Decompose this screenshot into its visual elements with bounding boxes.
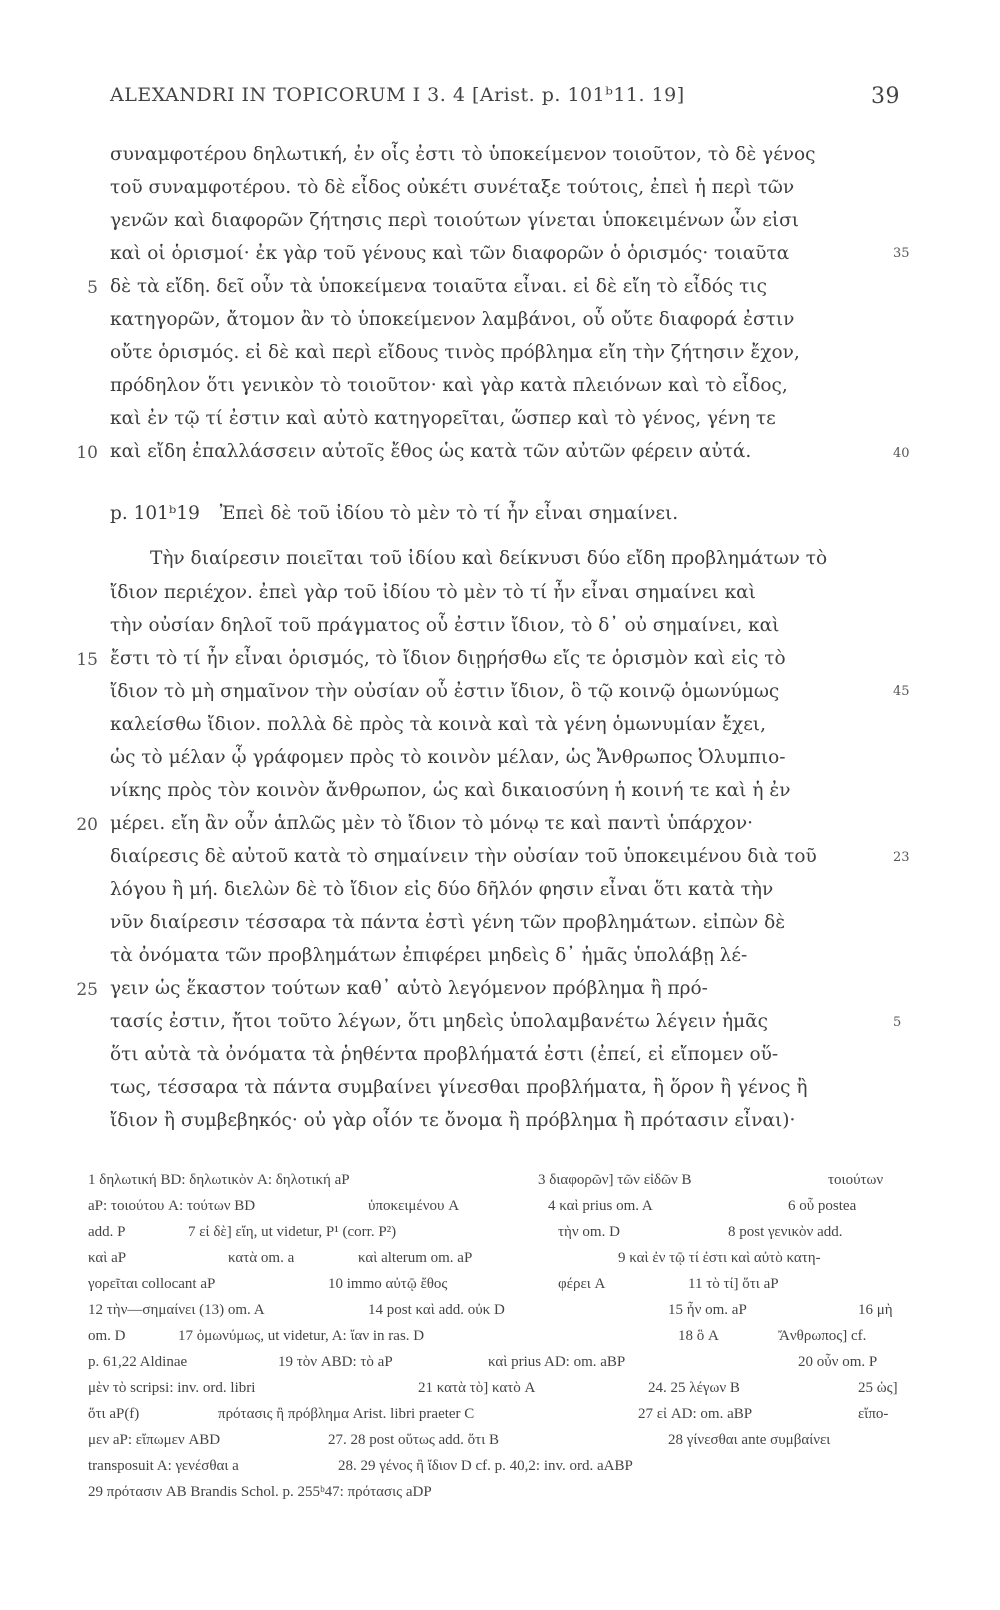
apparatus-entry: μὲν τὸ scripsi: inv. ord. libri [88, 1380, 256, 1396]
apparatus-entry: κατὰ om. a [228, 1250, 295, 1266]
apparatus-entry: 15 ἦν om. aP [668, 1302, 747, 1318]
apparatus-entry: 17 ὁμωνύμως, ut videtur, A: ἴαν in ras. D [178, 1328, 425, 1344]
text-line: κατηγορῶν, ἄτομον ἂν τὸ ὑποκείμενον λαμβάνοι, οὗ οὔτε διαφορά ἐστιν [110, 309, 795, 330]
text-line: τως, τέσσαρα τὰ πάντα συμβαίνει γίνεσθαι προβλήματα, ἢ ὅρον ἢ γένος ἢ [110, 1077, 808, 1098]
text-line: ἴδιον περιέχον. ἐπεὶ γὰρ τοῦ ἰδίου τὸ μὲν τὸ τί ἦν εἶναι σημαίνει καὶ [110, 582, 756, 603]
margin-reference-number: 5 [893, 1015, 902, 1030]
apparatus-entry: om. D [88, 1328, 126, 1344]
apparatus-entry: 28 γίνεσθαι ante συμβαίνει [668, 1432, 831, 1448]
apparatus-entry: 16 μὴ [858, 1302, 893, 1318]
apparatus-entry: καὶ alterum om. aP [358, 1250, 473, 1266]
apparatus-entry: ὑποκειμένου A [368, 1198, 460, 1214]
text-line: ὡς τὸ μέλαν ᾧ γράφομεν πρὸς τὸ κοινὸν μέλαν, ὡς Ἄνθρωπος Ὀλυμπιο- [110, 747, 786, 768]
apparatus-entry: add. P [88, 1224, 126, 1240]
text-line: γειν ὡς ἕκαστον τούτων καθ᾽ αὑτὸ λεγόμενον πρόβλημα ἢ πρό- [110, 978, 708, 999]
text-line: μέρει. εἴη ἂν οὖν ἁπλῶς μὲν τὸ ἴδιον τὸ μόνῳ τε καὶ παντὶ ὑπάρχον· [110, 813, 753, 834]
margin-reference-number: 40 [893, 446, 910, 461]
text-line: διαίρεσις δὲ αὐτοῦ κατὰ τὸ σημαίνειν τὴν οὐσίαν τοῦ ὑποκειμένου διὰ τοῦ [110, 846, 817, 867]
apparatus-entry: 6 οὗ postea [788, 1198, 857, 1214]
line-number: 25 [76, 980, 98, 1000]
text-line: ἴδιον τὸ μὴ σημαῖνον τὴν οὐσίαν οὗ ἐστιν ἴδιον, ὃ τῷ κοινῷ ὁμωνύμως [110, 681, 780, 702]
apparatus-entry: 19 τὸν ABD: τὸ aP [278, 1354, 393, 1370]
apparatus-entry: 14 post καὶ add. οὐκ D [368, 1302, 505, 1318]
text-line: τὴν οὐσίαν δηλοῖ τοῦ πράγματος οὗ ἐστιν ἴδιον, τὸ δ᾽ οὐ σημαίνει, καὶ [110, 615, 780, 636]
apparatus-entry: 27. 28 post οὕτως add. ὅτι B [328, 1432, 499, 1448]
margin-reference-number: 35 [893, 246, 910, 261]
page-number: 39 [871, 84, 900, 109]
line-number: 10 [76, 443, 98, 463]
apparatus-entry: 21 κατὰ τὸ] κατὸ A [418, 1380, 536, 1396]
apparatus-entry: 1 δηλωτική BD: δηλωτικὸν A: δηλοτική aP [88, 1172, 350, 1188]
text-line: καὶ οἱ ὁρισμοί· ἐκ γὰρ τοῦ γένους καὶ τῶν διαφορῶν ὁ ὁρισμός· τοιαῦτα [110, 243, 790, 264]
apparatus-entry: φέρει A [558, 1276, 606, 1292]
apparatus-entry: τοιούτων [828, 1172, 884, 1188]
text-line: τὰ ὀνόματα τῶν προβλημάτων ἐπιφέρει μηδεὶς δ᾽ ἡμᾶς ὑπολάβῃ λέ- [110, 945, 748, 966]
apparatus-entry: 18 ὃ A [678, 1328, 719, 1344]
apparatus-entry: p. 61,22 Aldinae [88, 1354, 188, 1370]
text-line: καὶ ἐν τῷ τί ἐστιν καὶ αὐτὸ κατηγορεῖται, ὥσπερ καὶ τὸ γένος, γένη τε [110, 408, 776, 429]
text-line: οὔτε ὁρισμός. εἰ δὲ καὶ περὶ εἴδους τινὸς πρόβλημα εἴη τὴν ζήτησιν ἔχον, [110, 342, 800, 363]
margin-reference-number: 23 [893, 850, 910, 865]
apparatus-entry: 9 καὶ ἐν τῷ τί ἐστι καὶ αὐτὸ κατη- [618, 1250, 821, 1266]
text-line: καὶ εἴδη ἐπαλλάσσειν αὐτοῖς ἔθος ὡς κατὰ τῶν αὐτῶν φέρειν αὐτά. [110, 441, 752, 462]
line-number: 5 [87, 278, 98, 298]
apparatus-entry: 10 immo αὐτῷ ἔθος [328, 1276, 448, 1292]
apparatus-entry: 20 οὖν om. P [798, 1354, 878, 1370]
apparatus-entry: 8 post γενικὸν add. [728, 1224, 843, 1240]
text-line: Τὴν διαίρεσιν ποιεῖται τοῦ ἰδίου καὶ δείκνυσι δύο εἴδη προβλημάτων τὸ [150, 548, 828, 569]
apparatus-entry: γορεῖται collocant aP [88, 1276, 216, 1292]
margin-reference-number: 45 [893, 684, 910, 699]
text-line: ἔστι τὸ τί ἦν εἶναι ὁρισμός, τὸ ἴδιον διῃρήσθω εἴς τε ὁρισμὸν καὶ εἰς τὸ [110, 648, 786, 669]
apparatus-entry: εἴπο- [858, 1406, 889, 1422]
running-title: ALEXANDRI IN TOPICORUM I 3. 4 [Arist. p. 101ᵇ11. 19] [110, 84, 685, 106]
text-line: νῦν διαίρεσιν τέσσαρα τὰ πάντα ἐστὶ γένη τῶν προβλημάτων. εἰπὼν δὲ [110, 912, 786, 933]
section-lemma-line [110, 503, 890, 524]
text-line: ἴδιον ἢ συμβεβηκός· οὐ γὰρ οἷόν τε ὄνομα ἢ πρόβλημα ἢ πρότασιν εἶναι)· [110, 1110, 796, 1131]
text-line: καλείσθω ἴδιον. πολλὰ δὲ πρὸς τὰ κοινὰ καὶ τὰ γένη ὁμωνυμίαν ἔχει, [110, 714, 766, 735]
running-header [110, 84, 900, 109]
apparatus-entry: 12 τὴν—σημαίνει (13) om. A [88, 1302, 265, 1318]
apparatus-entry: μεν aP: εἴπωμεν ABD [88, 1432, 221, 1448]
section-lemma: Ἐπεὶ δὲ τοῦ ἰδίου τὸ μὲν τὸ τί ἦν εἶναι σημαίνει. [219, 503, 679, 524]
apparatus-entry: 4 καὶ prius om. A [548, 1198, 653, 1214]
apparatus-entry: 28. 29 γένος ἢ ἴδιον D cf. p. 40,2: inv. ord. aABP [338, 1458, 633, 1474]
text-line: ὅτι αὐτὰ τὰ ὀνόματα τὰ ῥηθέντα προβλήματά ἐστι (ἐπεί, εἰ εἴπομεν οὕ- [110, 1044, 779, 1065]
line-number: 20 [76, 815, 98, 835]
apparatus-entry: 27 εἰ AD: om. aBP [638, 1406, 753, 1422]
text-line: λόγου ἢ μή. διελὼν δὲ τὸ ἴδιον εἰς δύο δῆλόν φησιν εἶναι ὅτι κατὰ τὴν [110, 879, 774, 900]
text-line: δὲ τὰ εἴδη. δεῖ οὖν τὰ ὑποκείμενα τοιαῦτα εἶναι. εἰ δὲ εἴη τὸ εἶδός τις [110, 276, 768, 297]
apparatus-entry: transposuit A: γενέσθαι a [88, 1458, 239, 1474]
line-number: 15 [76, 650, 98, 670]
apparatus-entry: 11 τὸ τί] ὅτι aP [688, 1276, 779, 1292]
apparatus-entry: 3 διαφορῶν] τῶν εἰδῶν B [538, 1172, 692, 1188]
text-line: τοῦ συναμφοτέρου. τὸ δὲ εἶδος οὐκέτι συνέταξε τούτοις, ἐπεὶ ἡ περὶ τῶν [110, 177, 795, 198]
apparatus-entry: 24. 25 λέγων B [648, 1380, 740, 1396]
apparatus-entry: aP: τοιούτου A: τούτων BD [88, 1198, 256, 1214]
apparatus-entry: ὅτι aP(f) [88, 1406, 140, 1422]
apparatus-entry: Ἄνθρωπος] cf. [778, 1328, 867, 1344]
section-reference: p. 101ᵇ19 [110, 503, 200, 524]
apparatus-entry: 29 πρότασιν AB Brandis Schol. p. 255ᵇ47: πρότασις aDP [88, 1484, 432, 1500]
text-line: νίκης πρὸς τὸν κοινὸν ἄνθρωπον, ὡς καὶ δικαιοσύνη ἡ κοινή τε καὶ ἡ ἐν [110, 780, 791, 801]
apparatus-entry: καὶ aP [88, 1250, 127, 1266]
text-line: συναμφοτέρου δηλωτική, ἐν οἷς ἐστι τὸ ὑποκείμενον τοιοῦτον, τὸ δὲ γένος [110, 144, 816, 165]
text-line: γενῶν καὶ διαφορῶν ζήτησις περὶ τοιούτων γίνεται ὑποκειμένων ὧν εἰσι [110, 210, 800, 231]
apparatus-entry: τὴν om. D [558, 1224, 620, 1240]
apparatus-entry: 25 ὡς] [858, 1380, 898, 1396]
apparatus-entry: καὶ prius AD: om. aBP [488, 1354, 626, 1370]
apparatus-entry: πρότασις ἢ πρόβλημα Arist. libri praeter C [218, 1406, 475, 1422]
apparatus-entry: 7 εἰ δὲ] εἴη, ut videtur, P¹ (corr. P²) [188, 1224, 397, 1240]
text-line: πρόδηλον ὅτι γενικὸν τὸ τοιοῦτον· καὶ γὰρ κατὰ πλειόνων καὶ τὸ εἶδος, [110, 375, 788, 396]
text-line: τασίς ἐστιν, ἤτοι τοῦτο λέγων, ὅτι μηδεὶς ὑπολαμβανέτω λέγειν ἡμᾶς [110, 1011, 768, 1032]
